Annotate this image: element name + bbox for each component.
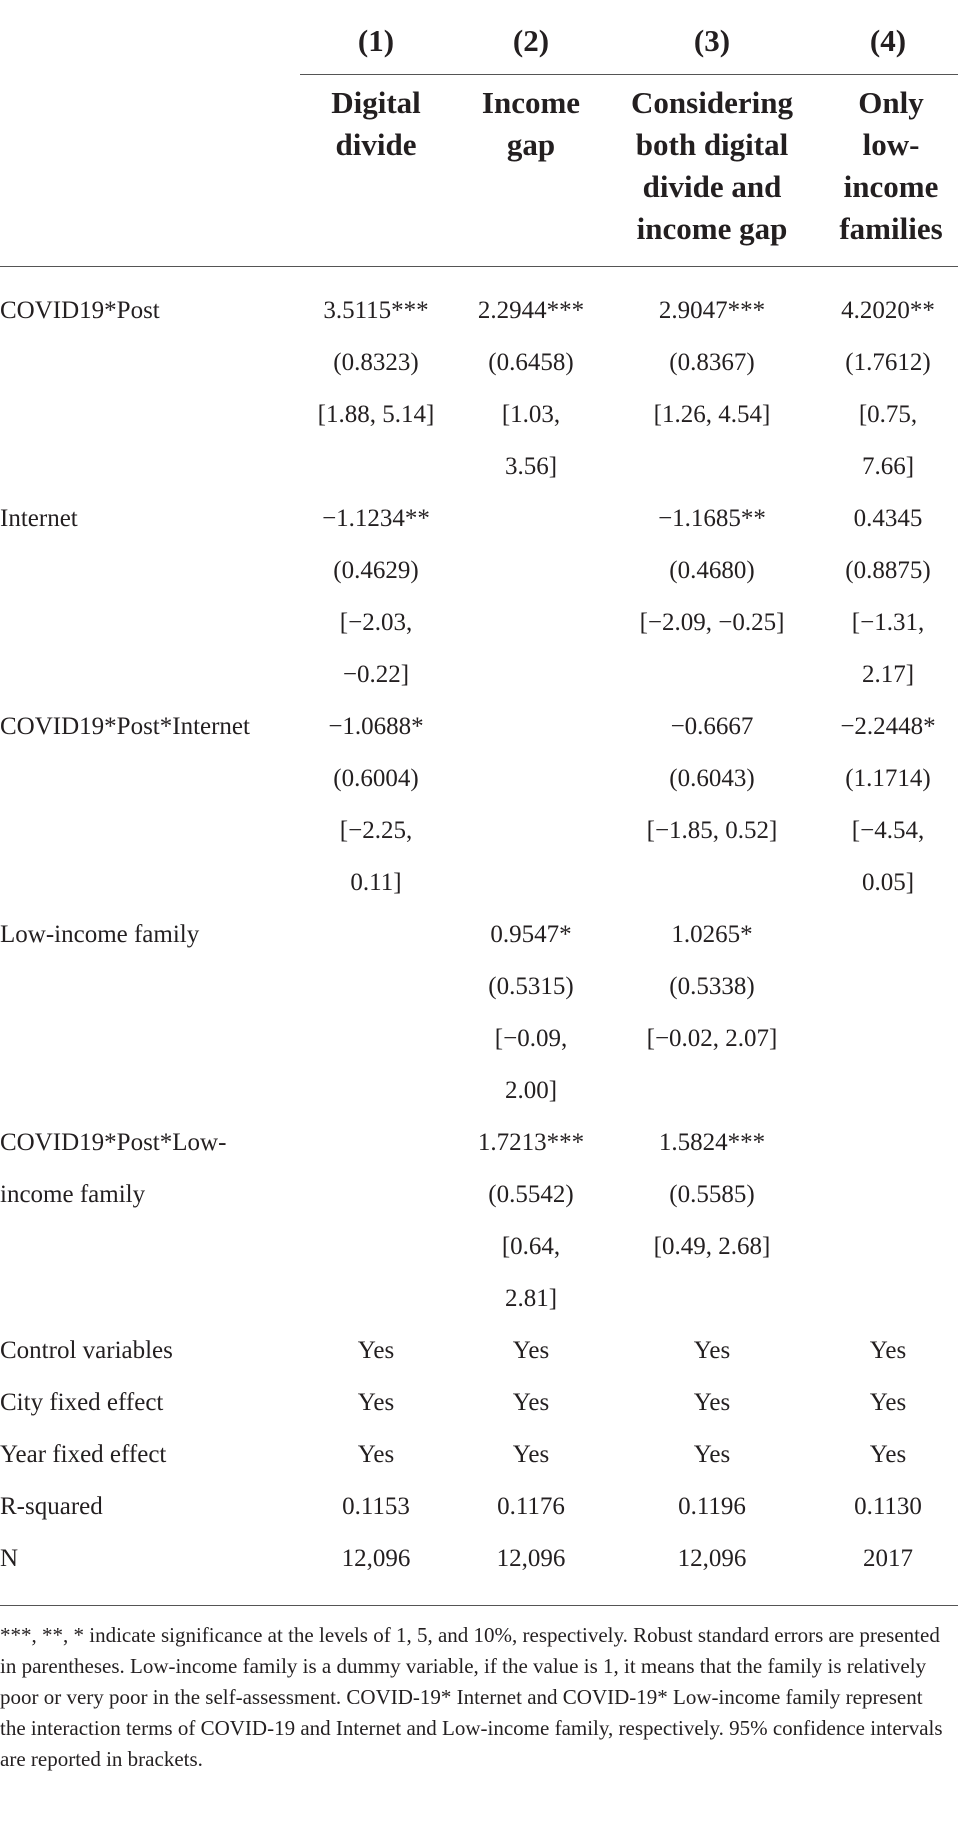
row-label: Control variables — [0, 1337, 173, 1364]
column-name-4: Only low-income families — [839, 85, 943, 246]
table-cell: Yes — [693, 1337, 731, 1364]
confidence-interval-cont: −0.22] — [342, 661, 410, 688]
confidence-interval: [−4.54, — [851, 817, 925, 844]
table-cell: 12,096 — [496, 1545, 566, 1572]
coefficient: 4.2020** — [841, 297, 935, 324]
column-number-3: (3) — [693, 23, 731, 58]
table-cell — [818, 285, 958, 493]
table-cell: 0.1196 — [678, 1493, 746, 1520]
header-rule-bottom — [0, 266, 958, 267]
row-label: Year fixed effect — [0, 1441, 167, 1468]
row-label-line: income family — [0, 1181, 146, 1208]
header-rule-top — [300, 74, 958, 75]
column-name-1: Digital divide — [331, 85, 421, 162]
confidence-interval: [−0.09, — [494, 1025, 568, 1052]
table-cell — [606, 701, 818, 857]
column-name-3: Considering both digital divide and income gap — [631, 85, 793, 246]
table-cell: 12,096 — [677, 1545, 747, 1572]
table-cell — [456, 285, 606, 493]
row-label: COVID19*Post*Internet — [0, 713, 250, 740]
standard-error: (0.8875) — [845, 557, 931, 584]
table-cell — [818, 701, 958, 909]
table-cell: 0.1130 — [854, 1493, 922, 1520]
table-bottom-rule — [0, 1605, 958, 1606]
table-cell: Yes — [693, 1441, 731, 1468]
table-cell — [606, 285, 818, 441]
table-cell: 0.1176 — [497, 1493, 565, 1520]
standard-error: (0.4629) — [333, 557, 419, 584]
table-cell — [818, 493, 958, 701]
coefficient: 1.0265* — [671, 921, 753, 948]
coefficient: −1.1234** — [322, 505, 430, 532]
column-number-4: (4) — [869, 23, 907, 58]
confidence-interval: [−1.31, — [851, 609, 925, 636]
coefficient: 0.4345 — [853, 505, 923, 532]
standard-error: (0.6004) — [333, 765, 419, 792]
confidence-interval: [1.88, 5.14] — [317, 401, 435, 428]
confidence-interval: [−0.02, 2.07] — [646, 1025, 778, 1052]
table-cell — [456, 909, 606, 1117]
row-label: COVID19*Post — [0, 297, 160, 324]
confidence-interval-cont: 7.66] — [861, 453, 915, 480]
row-label — [0, 1117, 296, 1221]
coefficient: 1.5824*** — [658, 1129, 766, 1156]
confidence-interval: [0.49, 2.68] — [653, 1233, 771, 1260]
table-cell — [296, 285, 456, 441]
row-label: Internet — [0, 505, 78, 532]
standard-error: (0.8323) — [333, 349, 419, 376]
confidence-interval: [−2.09, −0.25] — [639, 609, 785, 636]
table-cell: 0.1153 — [342, 1493, 410, 1520]
column-number-2: (2) — [512, 23, 550, 58]
confidence-interval: [0.64, — [501, 1233, 561, 1260]
standard-error: (0.5315) — [488, 973, 574, 1000]
row-label: Low-income family — [0, 921, 200, 948]
confidence-interval-cont: 0.11] — [350, 869, 402, 896]
coefficient: −0.6667 — [670, 713, 754, 740]
confidence-interval: [1.03, — [501, 401, 561, 428]
row-label-line: COVID19*Post*Low- — [0, 1129, 227, 1156]
table-cell: Yes — [357, 1337, 395, 1364]
coefficient: 0.9547* — [490, 921, 572, 948]
table-cell — [296, 493, 456, 701]
confidence-interval-cont: 2.00] — [504, 1077, 558, 1104]
table-cell — [456, 1117, 606, 1325]
table-cell: Yes — [512, 1337, 550, 1364]
standard-error: (0.5542) — [488, 1181, 574, 1208]
standard-error: (0.6458) — [488, 349, 574, 376]
table-cell: 2017 — [863, 1545, 913, 1572]
standard-error: (0.5585) — [669, 1181, 755, 1208]
coefficient: 3.5115*** — [323, 297, 429, 324]
standard-error: (1.1714) — [845, 765, 931, 792]
coefficient: −1.0688* — [328, 713, 424, 740]
confidence-interval: [−1.85, 0.52] — [646, 817, 778, 844]
confidence-interval-cont: 2.81] — [504, 1285, 558, 1312]
table-footnote: ***, **, * indicate significance at the levels of 1, 5, and 10%, respectively. Robust standard errors are presented in parentheses. Low-income family is a dummy variable, if the value is 1, it means that the family is relatively poor or very poor in the self-assessment. COVID-19* Internet and COVID-19* Low-income family represent the interaction terms of COVID-19 and Internet and Low-income family, respectively. 95% confidence intervals are reported in brackets. — [0, 1623, 943, 1771]
table-cell: Yes — [512, 1389, 550, 1416]
row-label: R-squared — [0, 1493, 103, 1520]
table-cell — [606, 493, 818, 649]
table-cell: Yes — [869, 1337, 907, 1364]
confidence-interval: [0.75, — [858, 401, 918, 428]
column-number-1: (1) — [357, 23, 395, 58]
standard-error: (0.4680) — [669, 557, 755, 584]
confidence-interval-cont: 0.05] — [861, 869, 915, 896]
confidence-interval: [−2.03, — [339, 609, 413, 636]
table-cell: Yes — [512, 1441, 550, 1468]
coefficient: 2.2944*** — [477, 297, 585, 324]
confidence-interval: [1.26, 4.54] — [653, 401, 771, 428]
row-label: N — [0, 1545, 19, 1572]
confidence-interval-cont: 2.17] — [861, 661, 915, 688]
standard-error: (0.5338) — [669, 973, 755, 1000]
table-cell: Yes — [357, 1389, 395, 1416]
table-cell: Yes — [869, 1389, 907, 1416]
confidence-interval-cont: 3.56] — [504, 453, 558, 480]
table-cell — [606, 909, 818, 1065]
coefficient: 1.7213*** — [477, 1129, 585, 1156]
table-cell: Yes — [357, 1441, 395, 1468]
column-name-2: Income gap — [481, 85, 581, 162]
coefficient: −1.1685** — [658, 505, 766, 532]
table-cell: Yes — [693, 1389, 731, 1416]
table-cell — [296, 701, 456, 909]
standard-error: (0.8367) — [669, 349, 755, 376]
table-cell — [606, 1117, 818, 1273]
row-label: City fixed effect — [0, 1389, 164, 1416]
coefficient: −2.2448* — [840, 713, 936, 740]
standard-error: (0.6043) — [669, 765, 755, 792]
coefficient: 2.9047*** — [658, 297, 766, 324]
table-cell: Yes — [869, 1441, 907, 1468]
confidence-interval: [−2.25, — [339, 817, 413, 844]
standard-error: (1.7612) — [845, 349, 931, 376]
table-cell: 12,096 — [341, 1545, 411, 1572]
